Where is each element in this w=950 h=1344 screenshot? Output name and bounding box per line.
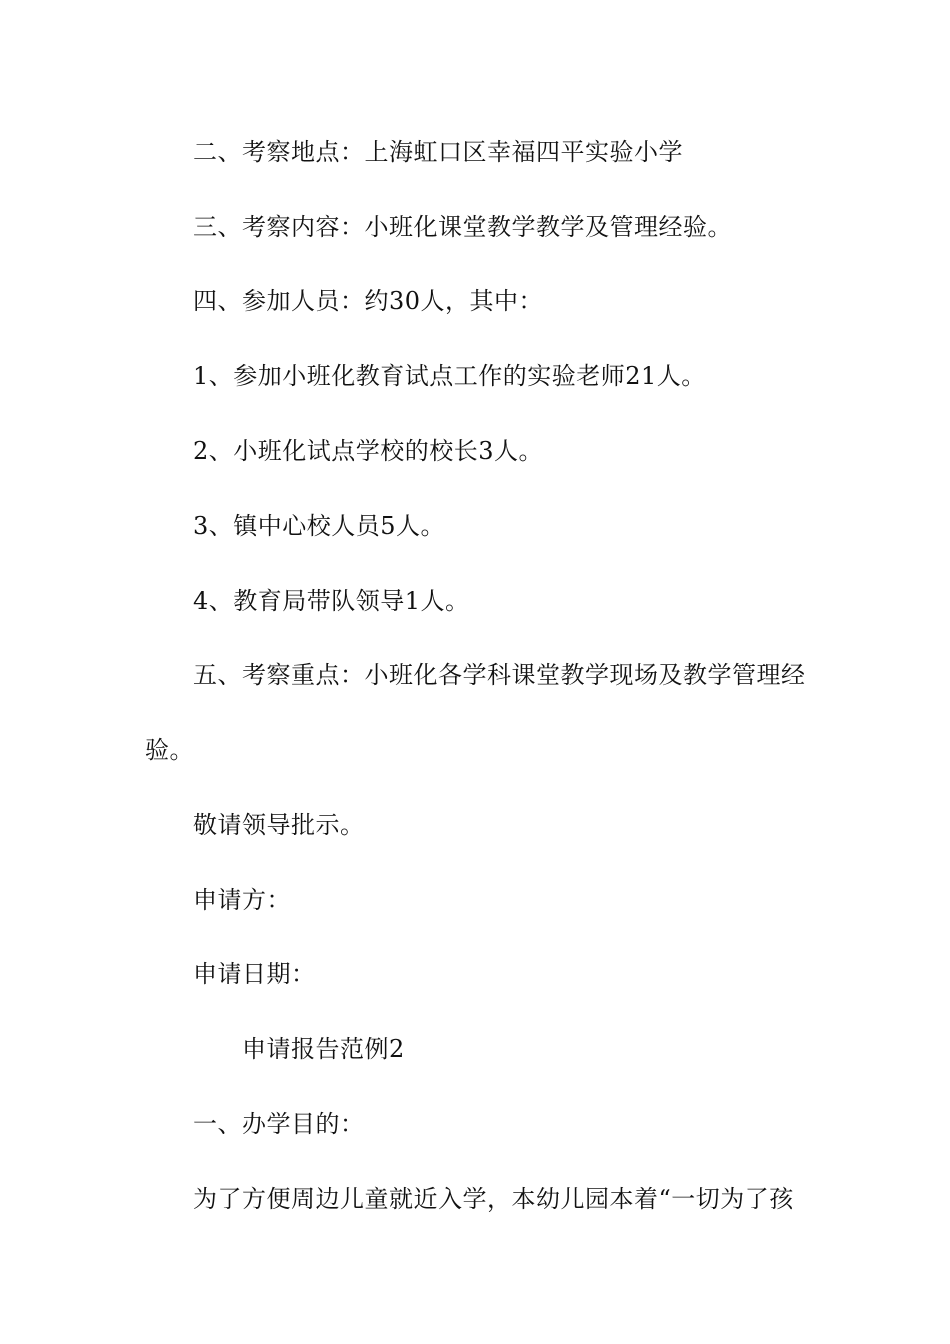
list-item-town-center-staff: 3、镇中心校人员5人。: [193, 512, 446, 540]
paragraph-school-purpose: 一、办学目的：: [193, 1110, 365, 1138]
paragraph-participants: 四、参加人员：约30人，其中：: [193, 287, 544, 315]
list-item-experimental-teachers: 1、参加小班化教育试点工作的实验老师21人。: [193, 362, 706, 390]
section-title-example-2: 申请报告范例2: [242, 1035, 405, 1063]
paragraph-inspection-location: 二、考察地点：上海虹口区幸福四平实验小学: [193, 138, 683, 166]
list-item-principals: 2、小班化试点学校的校长3人。: [193, 437, 544, 465]
application-date-label: 申请日期：: [193, 960, 316, 988]
paragraph-request-approval: 敬请领导批示。: [193, 811, 365, 839]
paragraph-purpose-body: 为了方便周边儿童就近入学，本幼儿园本着“一切为了孩: [193, 1185, 794, 1213]
list-item-bureau-leader: 4、教育局带队领导1人。: [193, 587, 470, 615]
paragraph-inspection-focus-continued: 验。: [145, 736, 194, 764]
paragraph-inspection-focus: 五、考察重点：小班化各学科课堂教学现场及教学管理经: [193, 661, 806, 689]
paragraph-inspection-content: 三、考察内容：小班化课堂教学教学及管理经验。: [193, 213, 732, 241]
applicant-label: 申请方：: [193, 886, 291, 914]
